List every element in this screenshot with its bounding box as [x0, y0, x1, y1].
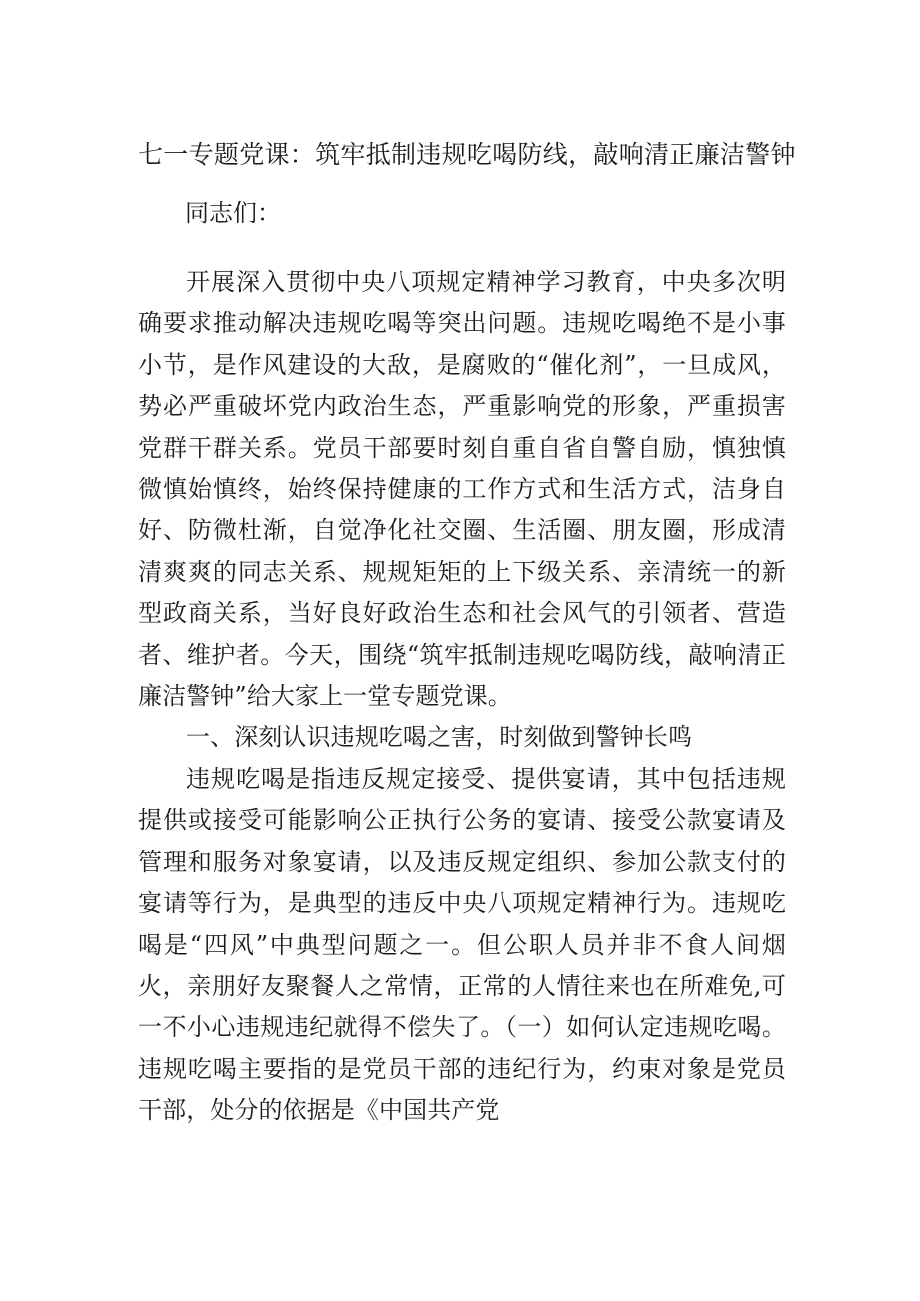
section-heading-1: 一、深刻认识违规吃喝之害，时刻做到警钟长鸣 [186, 723, 693, 752]
salutation: 同志们： [185, 199, 281, 227]
document-body [138, 262, 786, 1132]
paragraph-section-1: 违规吃喝是指违反规定接受、提供宴请，其中包括违规提供或接受可能影响公正执行公务的宴请、接受公款宴请及管理和服务对象宴请，以及违反规定组织、参加公款支付的宴请等行为，是典型的违反中央八项规定精神行为。违规吃喝是“四风”中典型问题之一。但公职人员并非不食人间烟火，亲朋好友聚餐人之常情，正常的人情往来也在所难免,可一不小心违规违纪就得不偿失了。（一）如何认定违规吃喝。违规吃喝主要指的是党员干部的违纪行为，约束对象是党员干部，处分的依据是《中国共产党 [138, 764, 786, 1125]
document-title: 七一专题党课：筑牢抵制违规吃喝防线，敲响清正廉洁警钟 [138, 140, 796, 169]
paragraph-intro: 开展深入贯彻中央八项规定精神学习教育，中央多次明确要求推动解决违规吃喝等突出问题。违规吃喝绝不是小事小节，是作风建设的大敌，是腐败的“催化剂”，一旦成风，势必严重破坏党内政治生态，严重影响党的形象，严重损害党群干群关系。党员干部要时刻自重自省自警自励，慎独慎微慎始慎终，始终保持健康的工作方式和生活方式，洁身自好、防微杜渐，自觉净化社交圈、生活圈、朋友圈，形成清清爽爽的同志关系、规规矩矩的上下级关系、亲清统一的新型政商关系，当好良好政治生态和社会风气的引领者、营造者、维护者。今天，围绕“筑牢抵制违规吃喝防线，敲响清正廉洁警钟”给大家上一堂专题党课。 [138, 268, 786, 711]
